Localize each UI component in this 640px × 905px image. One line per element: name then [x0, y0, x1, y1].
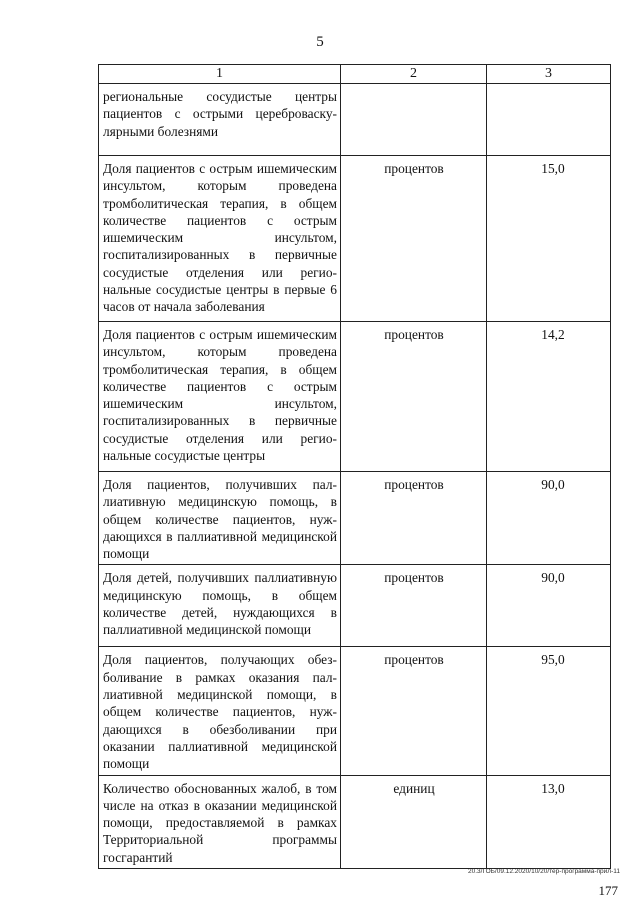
indicator-description: Доля пациентов, получающих обезболивание в рамках оказания паллиативной медицинской помощи, в общем количестве пациентов, нуждающихся в обезболивании при оказании паллиативной медицинской помощи — [99, 647, 341, 775]
indicator-description: Доля пациентов с острым ишемическим инсультом, которым проведена тромболитическая терапия, в общем количестве пациентов с острым ишемическим инсультом, госпитализированных в первичные сосудистые отделения или региональные сосудистые центры в первые 6 часов от начала заболевания — [99, 156, 341, 322]
document-code: 20.3/ГОБ/09.12.2020/10/20/тер-программа-прил-11 — [468, 868, 620, 875]
indicator-value: 14,2 — [487, 322, 611, 472]
indicator-unit: процентов — [341, 565, 487, 647]
table-row — [99, 156, 611, 322]
table-row — [99, 647, 611, 775]
indicator-unit: процентов — [341, 156, 487, 322]
indicator-value: 90,0 — [487, 472, 611, 565]
column-header-3: 3 — [487, 65, 611, 84]
indicator-description: Доля пациентов с острым ишемическим инсультом, которым проведена тромболитическая терапия, в общем количестве пациентов с острым ишемическим инсультом, госпитализированных в первичные сосудистые отделения или региональные сосудистые центры — [99, 322, 341, 472]
indicator-value: 90,0 — [487, 565, 611, 647]
indicator-value: 95,0 — [487, 647, 611, 775]
indicator-description: Количество обоснованных жалоб, в том числе на отказ в оказании медицинской помощи, предоставляемой в рамках Территориальной программы госгарантий — [99, 775, 341, 868]
table-row — [99, 322, 611, 472]
column-header-1: 1 — [99, 65, 341, 84]
table-header-row — [99, 65, 611, 84]
table-row — [99, 565, 611, 647]
indicator-description: региональные сосудистые центры пациентов с острыми цереброваскулярными болезнями — [99, 84, 341, 156]
indicator-unit: единиц — [341, 775, 487, 868]
column-header-2: 2 — [341, 65, 487, 84]
footer-page-number: 177 — [598, 883, 618, 898]
indicator-value — [487, 84, 611, 156]
indicator-unit: процентов — [341, 322, 487, 472]
table-row — [99, 775, 611, 868]
table-row — [99, 472, 611, 565]
indicators-table — [98, 64, 611, 869]
indicator-value: 13,0 — [487, 775, 611, 868]
indicator-unit — [341, 84, 487, 156]
page-number: 5 — [316, 34, 324, 50]
indicator-description: Доля детей, получивших паллиативную медицинскую помощь, в общем количестве детей, нуждающихся в паллиативной медицинской помощи — [99, 565, 341, 647]
indicator-value: 15,0 — [487, 156, 611, 322]
indicator-description: Доля пациентов, получивших паллиативную медицинскую помощь, в общем количестве пациентов, нуждающихся в паллиативной медицинской помощи — [99, 472, 341, 565]
indicator-unit: процентов — [341, 647, 487, 775]
table-row — [99, 84, 611, 156]
indicator-unit: процентов — [341, 472, 487, 565]
